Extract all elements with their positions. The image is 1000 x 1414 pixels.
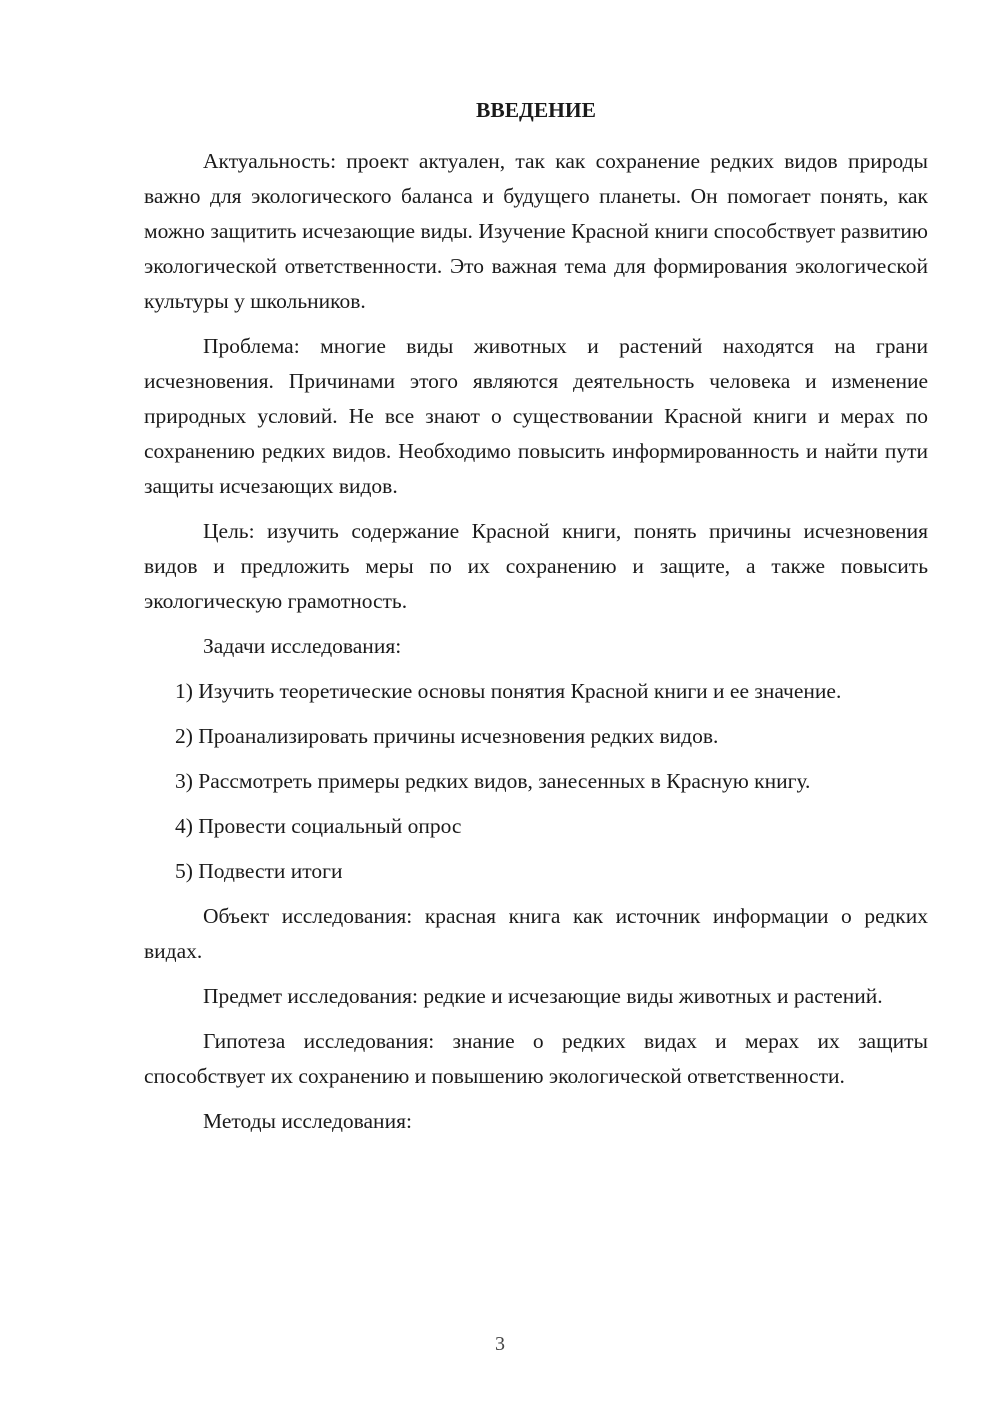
paragraph-relevance: Актуальность: проект актуален, так как сохранение редких видов природы важно для экологического баланса и будущего планеты. Он помогает понять, как можно защитить исчезающие виды. Изучение Красной книги способствует развитию экологической ответственности. Это важная тема для формирования экологической культуры у школьников. xyxy=(144,149,928,313)
page-number: 3 xyxy=(495,1333,505,1355)
paragraph-tasks-heading: Задачи исследования: xyxy=(203,634,402,658)
paragraph-hypothesis: Гипотеза исследования: знание о редких видах и мерах их защиты способствует их сохранению и повышению экологической ответственности. xyxy=(144,1029,928,1088)
task-item-5: 5) Подвести итоги xyxy=(175,859,343,883)
paragraph-object: Объект исследования: красная книга как источник информации о редких видах. xyxy=(144,904,928,963)
paragraph-problem: Проблема: многие виды животных и растений находятся на грани исчезновения. Причинами этого являются деятельность человека и изменение природных условий. Не все знают о существовании Красной книги и мерах по сохранению редких видов. Необходимо повысить информированность и найти пути защиты исчезающих видов. xyxy=(144,334,928,498)
task-item-3: 3) Рассмотреть примеры редких видов, занесенных в Красную книгу. xyxy=(175,769,811,793)
task-item-4: 4) Провести социальный опрос xyxy=(175,814,462,838)
paragraph-goal: Цель: изучить содержание Красной книги, понять причины исчезновения видов и предложить меры по их сохранению и защите, а также повысить экологическую грамотность. xyxy=(144,519,928,613)
task-item-1: 1) Изучить теоретические основы понятия Красной книги и ее значение. xyxy=(175,679,842,703)
methods-heading: Методы исследования: xyxy=(203,1109,412,1133)
section-title: ВВЕДЕНИЕ xyxy=(476,98,596,122)
paragraph-subject: Предмет исследования: редкие и исчезающие виды животных и растений. xyxy=(203,984,883,1008)
task-item-2: 2) Проанализировать причины исчезновения редких видов. xyxy=(175,724,719,748)
document-page xyxy=(144,92,928,1139)
